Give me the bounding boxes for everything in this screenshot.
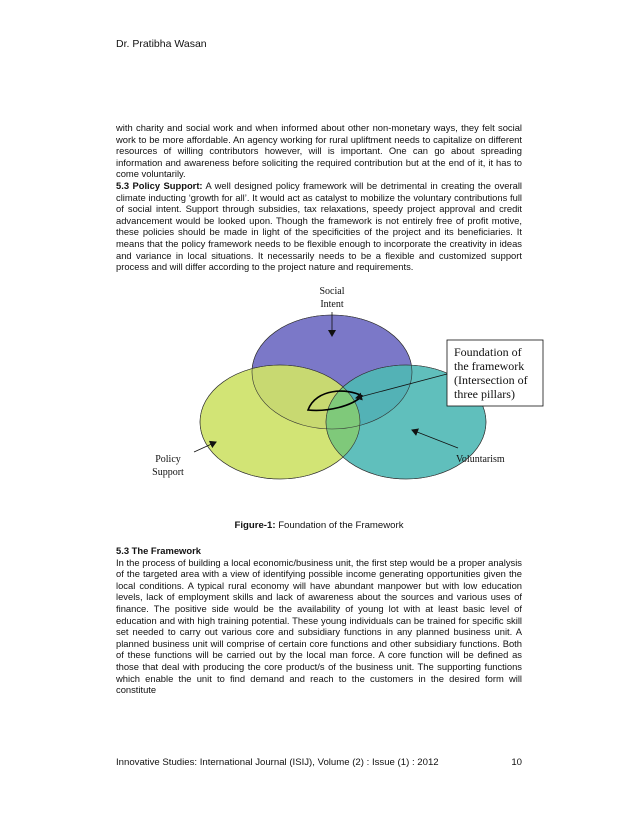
page-number: 10: [511, 757, 522, 768]
callout-line-2: the framework: [454, 359, 525, 373]
label-policy: Policy: [155, 454, 181, 465]
framework-heading: 5.3 The Framework: [116, 545, 201, 556]
intro-paragraph: with charity and social work and when informed about other non-monetary ways, they felt social work to be more affordable. An agency working for rural upliftment needs to capitalize on different resources of willing contributors however, will is important. One can go about spreading information and awareness before soliciting the required contribution but at the end of it, it has to come voluntarily.: [116, 122, 522, 180]
figure-caption-text: Foundation of the Framework: [278, 520, 404, 531]
body-text-bottom: [116, 545, 522, 696]
footer-journal: Innovative Studies: International Journal (ISIJ), Volume (2) : Issue (1) : 2012: [116, 757, 439, 768]
running-header: Dr. Pratibha Wasan: [116, 38, 207, 50]
label-voluntarism: Voluntarism: [456, 454, 505, 465]
body-text-top: [116, 122, 522, 273]
label-support: Support: [152, 467, 184, 478]
figure-caption-label: Figure-1:: [234, 520, 276, 531]
label-social: Social: [319, 286, 345, 297]
page-footer: [116, 757, 522, 768]
policy-support-heading: 5.3 Policy Support:: [116, 179, 203, 191]
policy-support-paragraph: [116, 180, 522, 273]
policy-support-text: A well designed policy framework will be detrimental in creating the overall climate inducting ‘growth for all’. It would act as catalyst to mobilize the voluntary contributions full of social intent. Support through subsidies, tax relaxations, speedy project approval and credit advancement would be looked upon. Though the framework is not entirely free of profit motive, these policies should be made in light of the specificities of the project and its beneficiaries. It means that the policy framework needs to be flexible enough to incorporate the creativity in ideas and variance in local situations. It necessarily needs to be a flexible and customized support process and will differ according to the project nature and requirements.: [116, 179, 522, 273]
figure-caption: [0, 520, 638, 531]
framework-paragraph: In the process of building a local economic/business unit, the first step would be a proper analysis of the targeted area with a view of identifying possible income generating opportunities given the local conditions. A typical rural economy will have abundant manpower but with low education levels, lack of employment skills and lack of awareness about the sources and various uses of finance. The positive side would be the availability of young lot with at least basic level of education and with high training potential. These young individuals can be trained for specific skill set needed to carry out various core and subsidiary functions in any planned business unit. A planned business unit will comprise of certain core functions and other subsidiary functions. Both of these functions will be carried out by the local man force. A core function will be defined as those that deal with producing the core product/s of the business unit. The supporting functions which enable the unit to find demand and reach to the customers in the desired form will constitute: [116, 556, 522, 696]
venn-diagram: [116, 282, 556, 512]
callout-line-4: three pillars): [454, 387, 515, 401]
callout-line-3: (Intersection of: [454, 373, 528, 387]
label-intent: Intent: [320, 299, 344, 310]
callout-line-1: Foundation of: [454, 345, 522, 359]
